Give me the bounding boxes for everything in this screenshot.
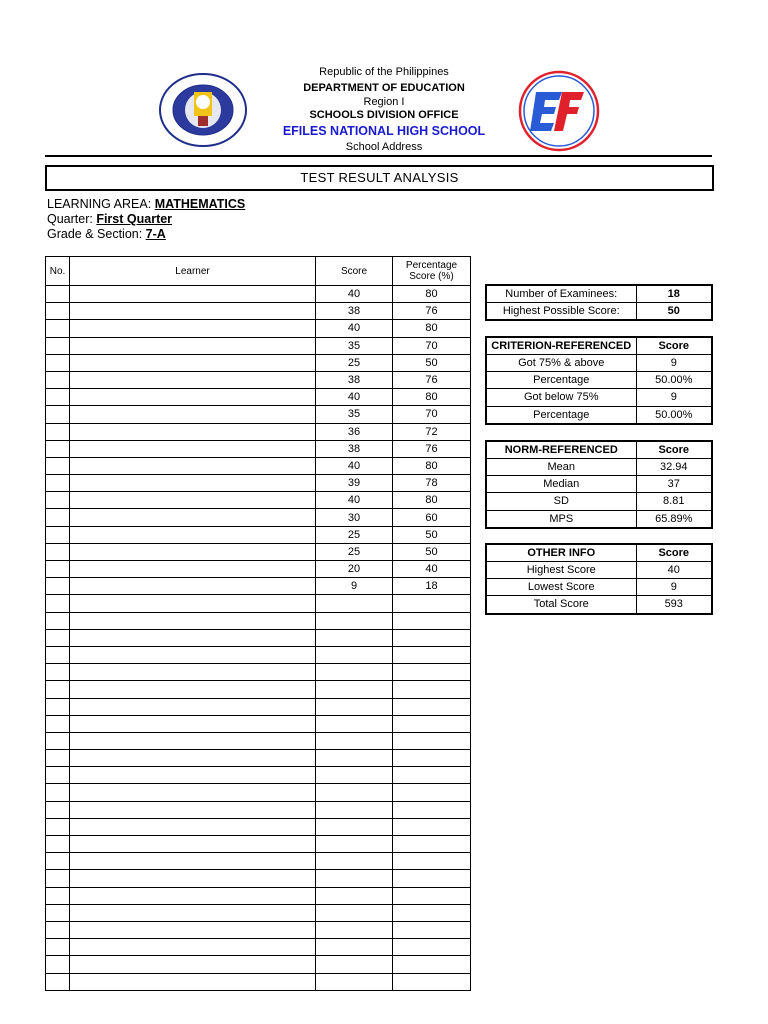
learner-name bbox=[70, 973, 316, 990]
table-row bbox=[486, 562, 712, 579]
table-row bbox=[46, 578, 471, 595]
learning-area bbox=[47, 197, 245, 212]
learner-no bbox=[46, 509, 70, 526]
learner-score: 40 bbox=[316, 389, 393, 406]
learner-score: 38 bbox=[316, 303, 393, 320]
criterion-score-header: Score bbox=[636, 337, 712, 355]
learner-no bbox=[46, 939, 70, 956]
learner-no bbox=[46, 612, 70, 629]
table-row bbox=[46, 337, 471, 354]
learner-percentage bbox=[393, 698, 471, 715]
norm-label: SD bbox=[486, 493, 636, 510]
learner-percentage: 78 bbox=[393, 475, 471, 492]
learner-score: 25 bbox=[316, 354, 393, 371]
learner-percentage: 80 bbox=[393, 492, 471, 509]
col-header-percentage: Percentage Score (%) bbox=[393, 257, 471, 286]
learner-name bbox=[70, 389, 316, 406]
table-row bbox=[46, 423, 471, 440]
learner-no bbox=[46, 526, 70, 543]
learner-score bbox=[316, 715, 393, 732]
norm-value: 32.94 bbox=[636, 459, 712, 476]
learner-score bbox=[316, 818, 393, 835]
learner-name bbox=[70, 423, 316, 440]
learner-name bbox=[70, 475, 316, 492]
learner-percentage bbox=[393, 921, 471, 938]
learner-percentage: 76 bbox=[393, 303, 471, 320]
learner-score bbox=[316, 646, 393, 663]
other-info-table bbox=[485, 543, 713, 615]
learner-no bbox=[46, 784, 70, 801]
learner-percentage: 70 bbox=[393, 337, 471, 354]
norm-header: NORM-REFERENCED bbox=[486, 441, 636, 459]
learner-percentage bbox=[393, 904, 471, 921]
table-row bbox=[46, 921, 471, 938]
learner-name bbox=[70, 732, 316, 749]
learner-name bbox=[70, 698, 316, 715]
table-row bbox=[46, 354, 471, 371]
learner-score: 9 bbox=[316, 578, 393, 595]
quarter-label: Quarter: bbox=[47, 212, 97, 226]
learner-score bbox=[316, 921, 393, 938]
learner-score: 25 bbox=[316, 543, 393, 560]
learner-score bbox=[316, 904, 393, 921]
learner-no bbox=[46, 337, 70, 354]
table-row bbox=[46, 303, 471, 320]
norm-label: Mean bbox=[486, 459, 636, 476]
learner-score bbox=[316, 595, 393, 612]
learner-percentage bbox=[393, 646, 471, 663]
table-row bbox=[46, 767, 471, 784]
learner-score bbox=[316, 612, 393, 629]
learner-no bbox=[46, 664, 70, 681]
learner-percentage bbox=[393, 836, 471, 853]
table-row bbox=[46, 492, 471, 509]
table-row bbox=[486, 510, 712, 528]
criterion-label: Got 75% & above bbox=[486, 355, 636, 372]
learner-percentage: 18 bbox=[393, 578, 471, 595]
other-value: 40 bbox=[636, 562, 712, 579]
table-row bbox=[486, 372, 712, 389]
norm-value: 37 bbox=[636, 476, 712, 493]
learner-no bbox=[46, 406, 70, 423]
learner-percentage bbox=[393, 870, 471, 887]
norm-label: MPS bbox=[486, 510, 636, 528]
learner-score bbox=[316, 629, 393, 646]
table-row bbox=[46, 784, 471, 801]
learner-no bbox=[46, 595, 70, 612]
learner-score-table bbox=[45, 256, 471, 991]
learner-name bbox=[70, 887, 316, 904]
table-row bbox=[46, 612, 471, 629]
table-row bbox=[46, 526, 471, 543]
learner-percentage: 70 bbox=[393, 406, 471, 423]
criterion-header: CRITERION-REFERENCED bbox=[486, 337, 636, 355]
table-row bbox=[46, 698, 471, 715]
criterion-label: Percentage bbox=[486, 406, 636, 424]
table-row bbox=[46, 887, 471, 904]
quarter-value: First Quarter bbox=[96, 212, 173, 226]
learner-percentage bbox=[393, 767, 471, 784]
learner-no bbox=[46, 303, 70, 320]
table-row bbox=[46, 286, 471, 303]
learner-percentage bbox=[393, 595, 471, 612]
learner-no bbox=[46, 475, 70, 492]
learner-name bbox=[70, 526, 316, 543]
learner-no bbox=[46, 286, 70, 303]
criterion-label: Percentage bbox=[486, 372, 636, 389]
region-line: Region I bbox=[363, 96, 405, 108]
learner-score: 30 bbox=[316, 509, 393, 526]
learner-no bbox=[46, 371, 70, 388]
criterion-value: 50.00% bbox=[636, 372, 712, 389]
learner-name bbox=[70, 320, 316, 337]
learner-percentage bbox=[393, 784, 471, 801]
table-row bbox=[46, 646, 471, 663]
learner-name bbox=[70, 561, 316, 578]
learner-name bbox=[70, 853, 316, 870]
learner-percentage bbox=[393, 612, 471, 629]
learner-percentage bbox=[393, 715, 471, 732]
learning-area-label: LEARNING AREA: bbox=[47, 197, 155, 211]
school-address: School Address bbox=[345, 141, 423, 153]
learner-score bbox=[316, 973, 393, 990]
table-row bbox=[46, 509, 471, 526]
table-row bbox=[46, 939, 471, 956]
other-label: Total Score bbox=[486, 596, 636, 614]
learner-score: 40 bbox=[316, 286, 393, 303]
learner-name bbox=[70, 303, 316, 320]
learner-score bbox=[316, 767, 393, 784]
learner-no bbox=[46, 354, 70, 371]
learner-score: 38 bbox=[316, 371, 393, 388]
learner-score bbox=[316, 939, 393, 956]
norm-score-header: Score bbox=[636, 441, 712, 459]
table-row bbox=[46, 973, 471, 990]
learner-no bbox=[46, 389, 70, 406]
learner-name bbox=[70, 492, 316, 509]
summary-label: Number of Examinees: bbox=[486, 285, 636, 303]
summary-label: Highest Possible Score: bbox=[486, 303, 636, 321]
criterion-value: 50.00% bbox=[636, 406, 712, 424]
learning-area-value: MATHEMATICS bbox=[154, 197, 246, 211]
division-line: SCHOOLS DIVISION OFFICE bbox=[309, 109, 459, 121]
learner-score bbox=[316, 836, 393, 853]
norm-value: 65.89% bbox=[636, 510, 712, 528]
learner-score: 38 bbox=[316, 440, 393, 457]
learner-name bbox=[70, 595, 316, 612]
learner-name bbox=[70, 612, 316, 629]
criterion-value: 9 bbox=[636, 389, 712, 406]
table-row bbox=[486, 579, 712, 596]
learner-percentage bbox=[393, 801, 471, 818]
learner-percentage: 50 bbox=[393, 543, 471, 560]
learner-score bbox=[316, 732, 393, 749]
learner-no bbox=[46, 904, 70, 921]
learner-percentage: 80 bbox=[393, 320, 471, 337]
learner-percentage bbox=[393, 956, 471, 973]
table-row bbox=[46, 836, 471, 853]
learner-percentage: 72 bbox=[393, 423, 471, 440]
other-score-header: Score bbox=[636, 544, 712, 562]
criterion-label: Got below 75% bbox=[486, 389, 636, 406]
learner-name bbox=[70, 286, 316, 303]
learner-name bbox=[70, 646, 316, 663]
table-row bbox=[486, 596, 712, 614]
learner-no bbox=[46, 801, 70, 818]
table-row bbox=[486, 285, 712, 303]
learner-percentage bbox=[393, 750, 471, 767]
learner-name bbox=[70, 578, 316, 595]
other-label: Lowest Score bbox=[486, 579, 636, 596]
learner-name bbox=[70, 440, 316, 457]
learner-percentage bbox=[393, 818, 471, 835]
learner-name bbox=[70, 956, 316, 973]
learner-no bbox=[46, 870, 70, 887]
table-row bbox=[46, 732, 471, 749]
learner-score bbox=[316, 681, 393, 698]
learner-no bbox=[46, 646, 70, 663]
learner-score bbox=[316, 887, 393, 904]
table-row bbox=[46, 457, 471, 474]
learner-score bbox=[316, 784, 393, 801]
learner-percentage: 80 bbox=[393, 457, 471, 474]
learner-percentage bbox=[393, 664, 471, 681]
learner-name bbox=[70, 801, 316, 818]
learner-no bbox=[46, 973, 70, 990]
norm-referenced-table bbox=[485, 440, 713, 529]
learner-name bbox=[70, 715, 316, 732]
learner-no bbox=[46, 440, 70, 457]
learner-name bbox=[70, 750, 316, 767]
learner-percentage: 76 bbox=[393, 440, 471, 457]
header-divider bbox=[45, 155, 712, 157]
table-row bbox=[46, 440, 471, 457]
summary-value: 50 bbox=[636, 303, 712, 321]
learner-score: 35 bbox=[316, 337, 393, 354]
other-header: OTHER INFO bbox=[486, 544, 636, 562]
criterion-value: 9 bbox=[636, 355, 712, 372]
learner-percentage bbox=[393, 853, 471, 870]
learner-percentage bbox=[393, 629, 471, 646]
table-row bbox=[46, 715, 471, 732]
learner-no bbox=[46, 767, 70, 784]
learner-percentage: 76 bbox=[393, 371, 471, 388]
learner-percentage: 40 bbox=[393, 561, 471, 578]
learner-no bbox=[46, 578, 70, 595]
learner-name bbox=[70, 767, 316, 784]
learner-name bbox=[70, 543, 316, 560]
norm-label: Median bbox=[486, 476, 636, 493]
learner-percentage bbox=[393, 681, 471, 698]
learner-name bbox=[70, 939, 316, 956]
col-header-score: Score bbox=[316, 257, 393, 286]
learner-no bbox=[46, 698, 70, 715]
summary-table bbox=[485, 284, 713, 321]
learner-score bbox=[316, 870, 393, 887]
table-row bbox=[486, 493, 712, 510]
other-value: 9 bbox=[636, 579, 712, 596]
learner-no bbox=[46, 715, 70, 732]
learner-percentage bbox=[393, 887, 471, 904]
learner-no bbox=[46, 681, 70, 698]
learner-score bbox=[316, 956, 393, 973]
learner-score: 25 bbox=[316, 526, 393, 543]
table-row bbox=[46, 629, 471, 646]
learner-no bbox=[46, 818, 70, 835]
learner-no bbox=[46, 853, 70, 870]
learner-score: 39 bbox=[316, 475, 393, 492]
learner-name bbox=[70, 629, 316, 646]
learner-no bbox=[46, 887, 70, 904]
learner-name bbox=[70, 406, 316, 423]
learner-name bbox=[70, 870, 316, 887]
learner-no bbox=[46, 921, 70, 938]
table-row bbox=[46, 389, 471, 406]
report-title: TEST RESULT ANALYSIS bbox=[45, 165, 714, 191]
grade-section bbox=[47, 227, 166, 242]
quarter bbox=[47, 212, 172, 227]
learner-score bbox=[316, 664, 393, 681]
learner-score: 20 bbox=[316, 561, 393, 578]
learner-score bbox=[316, 750, 393, 767]
table-row bbox=[46, 801, 471, 818]
col-header-learner: Learner bbox=[70, 257, 316, 286]
learner-percentage: 80 bbox=[393, 286, 471, 303]
learner-name bbox=[70, 818, 316, 835]
learner-no bbox=[46, 543, 70, 560]
table-row bbox=[486, 406, 712, 424]
learner-name bbox=[70, 836, 316, 853]
learner-no bbox=[46, 836, 70, 853]
learner-score: 40 bbox=[316, 320, 393, 337]
learner-name bbox=[70, 921, 316, 938]
learner-name bbox=[70, 664, 316, 681]
table-row bbox=[46, 818, 471, 835]
table-row bbox=[46, 870, 471, 887]
learner-no bbox=[46, 750, 70, 767]
criterion-referenced-table bbox=[485, 336, 713, 425]
other-label: Highest Score bbox=[486, 562, 636, 579]
learner-percentage: 60 bbox=[393, 509, 471, 526]
learner-name bbox=[70, 904, 316, 921]
learner-score: 36 bbox=[316, 423, 393, 440]
table-row bbox=[46, 956, 471, 973]
grade-section-label: Grade & Section: bbox=[47, 227, 146, 241]
table-row bbox=[46, 475, 471, 492]
learner-percentage bbox=[393, 732, 471, 749]
learner-percentage bbox=[393, 973, 471, 990]
table-row bbox=[46, 543, 471, 560]
learner-percentage: 50 bbox=[393, 526, 471, 543]
learner-score bbox=[316, 801, 393, 818]
table-row bbox=[46, 320, 471, 337]
table-row bbox=[486, 303, 712, 321]
learner-name bbox=[70, 337, 316, 354]
table-row bbox=[486, 459, 712, 476]
table-row bbox=[46, 371, 471, 388]
learner-no bbox=[46, 561, 70, 578]
department-line: DEPARTMENT OF EDUCATION bbox=[303, 82, 465, 94]
learner-name bbox=[70, 681, 316, 698]
table-row bbox=[46, 561, 471, 578]
learner-no bbox=[46, 457, 70, 474]
learner-name bbox=[70, 354, 316, 371]
norm-value: 8.81 bbox=[636, 493, 712, 510]
learner-no bbox=[46, 732, 70, 749]
col-header-no: No. bbox=[46, 257, 70, 286]
table-row bbox=[486, 355, 712, 372]
learner-no bbox=[46, 492, 70, 509]
table-row bbox=[46, 664, 471, 681]
learner-rows bbox=[46, 286, 471, 991]
table-row bbox=[46, 595, 471, 612]
learner-score bbox=[316, 698, 393, 715]
learner-name bbox=[70, 457, 316, 474]
table-row bbox=[46, 904, 471, 921]
learner-score: 35 bbox=[316, 406, 393, 423]
learner-no bbox=[46, 423, 70, 440]
learner-score: 40 bbox=[316, 457, 393, 474]
learner-no bbox=[46, 320, 70, 337]
table-row bbox=[46, 750, 471, 767]
summary-value: 18 bbox=[636, 285, 712, 303]
learner-percentage: 50 bbox=[393, 354, 471, 371]
table-row bbox=[486, 389, 712, 406]
learner-score: 40 bbox=[316, 492, 393, 509]
learner-percentage bbox=[393, 939, 471, 956]
learner-name bbox=[70, 371, 316, 388]
school-logo bbox=[518, 70, 600, 152]
table-row bbox=[486, 476, 712, 493]
table-row bbox=[46, 853, 471, 870]
table-row bbox=[46, 681, 471, 698]
learner-score bbox=[316, 853, 393, 870]
learner-name bbox=[70, 509, 316, 526]
learner-no bbox=[46, 629, 70, 646]
learner-percentage: 80 bbox=[393, 389, 471, 406]
republic-line: Republic of the Philippines bbox=[319, 66, 449, 78]
other-value: 593 bbox=[636, 596, 712, 614]
table-row bbox=[46, 406, 471, 423]
school-name: EFILES NATIONAL HIGH SCHOOL bbox=[282, 124, 486, 138]
learner-name bbox=[70, 784, 316, 801]
grade-section-value: 7-A bbox=[145, 227, 166, 241]
learner-no bbox=[46, 956, 70, 973]
